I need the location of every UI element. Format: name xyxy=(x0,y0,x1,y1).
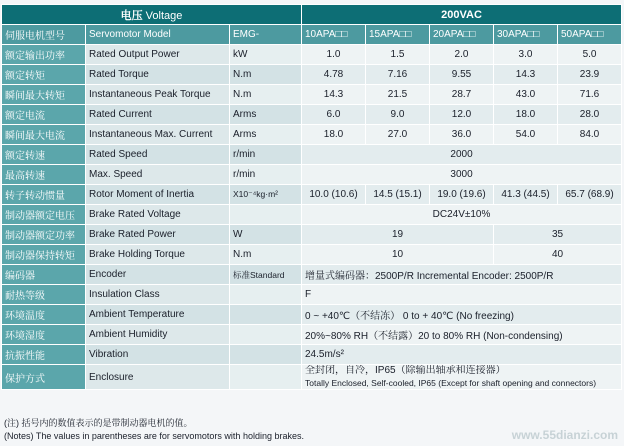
unit: N.m xyxy=(230,245,302,265)
value: 1.5 xyxy=(366,45,430,65)
note-en: (Notes) The values in parentheses are for servomotors with holding brakes. xyxy=(4,431,304,441)
unit xyxy=(230,345,302,365)
label-en: Rated Speed xyxy=(86,145,230,165)
value: 18.0 xyxy=(302,125,366,145)
unit xyxy=(230,325,302,345)
value: 18.0 xyxy=(494,105,558,125)
value: 14.5 (15.1) xyxy=(366,185,430,205)
row-inertia xyxy=(2,185,622,205)
unit: r/min xyxy=(230,165,302,185)
value: 9.55 xyxy=(430,65,494,85)
value: 1.0 xyxy=(302,45,366,65)
label-cn: 额定输出功率 xyxy=(2,45,86,65)
value: 20%~80% RH（不结露）20 to 80% RH (Non-condensing) xyxy=(302,325,622,345)
value: 4.78 xyxy=(302,65,366,85)
label-en: Max. Speed xyxy=(86,165,230,185)
model-row xyxy=(2,25,622,45)
value: 84.0 xyxy=(558,125,622,145)
label-en: Instantaneous Peak Torque xyxy=(86,85,230,105)
row-max-speed xyxy=(2,165,622,185)
unit: N.m xyxy=(230,85,302,105)
label-cn: 环境温度 xyxy=(2,305,86,325)
value: 41.3 (44.5) xyxy=(494,185,558,205)
model-15: 15APA□□ xyxy=(366,25,430,45)
label-en: Vibration xyxy=(86,345,230,365)
label-en: Ambient Humidity xyxy=(86,325,230,345)
model-prefix: EMG- xyxy=(230,25,302,45)
value: 54.0 xyxy=(494,125,558,145)
label-cn: 瞬间最大转矩 xyxy=(2,85,86,105)
label-en: Enclosure xyxy=(86,365,230,390)
label-en: Rated Current xyxy=(86,105,230,125)
unit: W xyxy=(230,225,302,245)
label-en: Instantaneous Max. Current xyxy=(86,125,230,145)
row-brake-voltage xyxy=(2,205,622,225)
value xyxy=(302,365,622,390)
unit: r/min xyxy=(230,145,302,165)
value: 23.9 xyxy=(558,65,622,85)
value: 28.7 xyxy=(430,85,494,105)
unit xyxy=(230,205,302,225)
label-cn: 抗振性能 xyxy=(2,345,86,365)
model-label-en: Servomotor Model xyxy=(86,25,230,45)
label-en: Brake Rated Voltage xyxy=(86,205,230,225)
row-rated-torque xyxy=(2,65,622,85)
row-peak-torque xyxy=(2,85,622,105)
model-label-cn: 伺服电机型号 xyxy=(2,25,86,45)
label-en: Encoder xyxy=(86,265,230,285)
row-brake-power xyxy=(2,225,622,245)
row-insulation xyxy=(2,285,622,305)
value: 3.0 xyxy=(494,45,558,65)
enclosure-cn: 全封闭，自冷，IP65（除输出轴承和连接器） xyxy=(305,365,506,376)
label-en: Rated Torque xyxy=(86,65,230,85)
value: DC24V±10% xyxy=(302,205,622,225)
label-cn: 转子转动惯量 xyxy=(2,185,86,205)
row-max-current xyxy=(2,125,622,145)
value: 10 xyxy=(302,245,494,265)
unit: Arms xyxy=(230,105,302,125)
row-rated-speed xyxy=(2,145,622,165)
value: 19 xyxy=(302,225,494,245)
label-en: Insulation Class xyxy=(86,285,230,305)
value: 10.0 (10.6) xyxy=(302,185,366,205)
unit xyxy=(230,365,302,390)
model-50: 50APA□□ xyxy=(558,25,622,45)
label-en: Rotor Moment of Inertia xyxy=(86,185,230,205)
label-cn: 耐热等级 xyxy=(2,285,86,305)
label-cn: 额定转矩 xyxy=(2,65,86,85)
value: 0 ~ +40℃（不结冻） 0 to + 40℃ (No freezing) xyxy=(302,305,622,325)
value: F xyxy=(302,285,622,305)
row-rated-output xyxy=(2,45,622,65)
value: 7.16 xyxy=(366,65,430,85)
row-brake-torque xyxy=(2,245,622,265)
label-en: Brake Holding Torque xyxy=(86,245,230,265)
model-20: 20APA□□ xyxy=(430,25,494,45)
label-cn: 最高转速 xyxy=(2,165,86,185)
label-en: Brake Rated Power xyxy=(86,225,230,245)
label-en: Rated Output Power xyxy=(86,45,230,65)
value: 14.3 xyxy=(494,65,558,85)
value: 24.5m/s² xyxy=(302,345,622,365)
value: 3000 xyxy=(302,165,622,185)
voltage-header: 电压 Voltage xyxy=(2,5,302,25)
enclosure-en: Totally Enclosed, Self-cooled, IP65 (Except for shaft opening and connectors) xyxy=(305,378,597,388)
label-cn: 制动器额定电压 xyxy=(2,205,86,225)
value: 2000 xyxy=(302,145,622,165)
unit xyxy=(230,305,302,325)
row-ambient-temp xyxy=(2,305,622,325)
value: 6.0 xyxy=(302,105,366,125)
value: 27.0 xyxy=(366,125,430,145)
row-encoder xyxy=(2,265,622,285)
label-cn: 额定转速 xyxy=(2,145,86,165)
label-cn: 编码器 xyxy=(2,265,86,285)
label-cn: 额定电流 xyxy=(2,105,86,125)
value: 35 xyxy=(494,225,622,245)
label-cn: 环境湿度 xyxy=(2,325,86,345)
unit: 标准Standard xyxy=(230,265,302,285)
value: 增量式编码器：2500P/R Incremental Encoder: 2500P/R xyxy=(302,265,622,285)
unit xyxy=(230,285,302,305)
label-cn: 制动器保持转矩 xyxy=(2,245,86,265)
row-ambient-humidity xyxy=(2,325,622,345)
row-vibration xyxy=(2,345,622,365)
label-cn: 瞬间最大电流 xyxy=(2,125,86,145)
value: 36.0 xyxy=(430,125,494,145)
value: 71.6 xyxy=(558,85,622,105)
unit: N.m xyxy=(230,65,302,85)
value: 14.3 xyxy=(302,85,366,105)
value: 5.0 xyxy=(558,45,622,65)
value: 9.0 xyxy=(366,105,430,125)
label-cn: 制动器额定功率 xyxy=(2,225,86,245)
supply-header: 200VAC xyxy=(302,5,622,25)
note-cn: (注) 括号内的数值表示的是带制动器电机的值。 xyxy=(4,418,193,428)
label-en: Ambient Temperature xyxy=(86,305,230,325)
unit: kW xyxy=(230,45,302,65)
value: 40 xyxy=(494,245,622,265)
row-rated-current xyxy=(2,105,622,125)
spec-table xyxy=(1,4,622,390)
value: 12.0 xyxy=(430,105,494,125)
header-row xyxy=(2,5,622,25)
value: 65.7 (68.9) xyxy=(558,185,622,205)
model-30: 30APA□□ xyxy=(494,25,558,45)
value: 19.0 (19.6) xyxy=(430,185,494,205)
value: 21.5 xyxy=(366,85,430,105)
value: 28.0 xyxy=(558,105,622,125)
row-enclosure xyxy=(2,365,622,390)
unit: X10⁻⁴kg·m² xyxy=(230,185,302,205)
model-10: 10APA□□ xyxy=(302,25,366,45)
value: 2.0 xyxy=(430,45,494,65)
value: 43.0 xyxy=(494,85,558,105)
unit: Arms xyxy=(230,125,302,145)
label-cn: 保护方式 xyxy=(2,365,86,390)
watermark: www.55dianzi.com xyxy=(511,428,618,442)
